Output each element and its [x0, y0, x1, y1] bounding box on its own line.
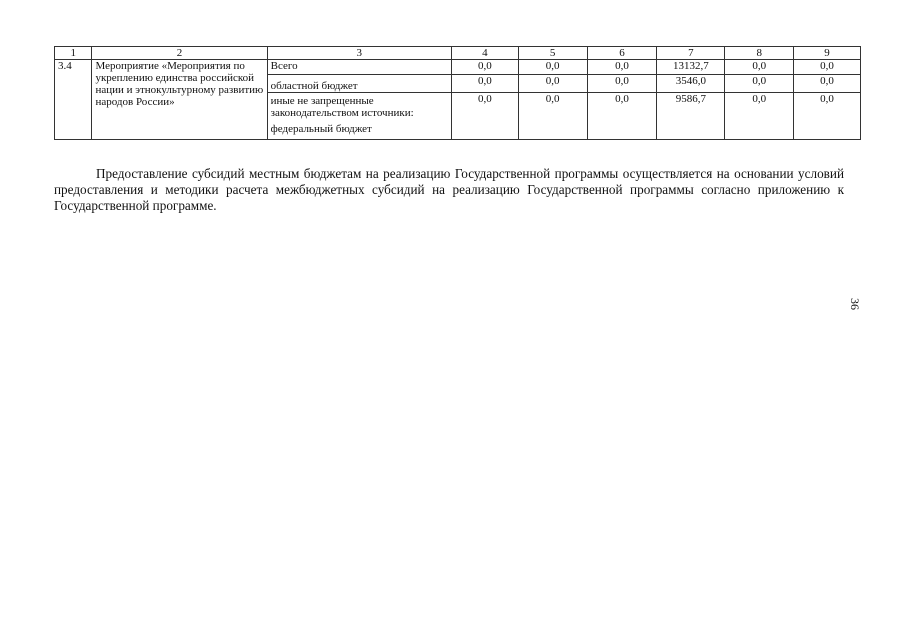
row-number-cell: 3.4: [55, 60, 92, 140]
value-cell: 0,0: [794, 60, 861, 75]
page-number: 36: [848, 298, 862, 310]
value-cell: 0,0: [725, 93, 794, 140]
table-header-row: [55, 47, 861, 60]
header-cell: 9: [794, 47, 861, 60]
funding-source-cell: [267, 93, 451, 140]
value-cell: 3546,0: [657, 75, 725, 93]
header-cell: 6: [587, 47, 657, 60]
value-cell: 0,0: [518, 75, 587, 93]
value-cell: 0,0: [725, 60, 794, 75]
value-cell: 0,0: [451, 93, 518, 140]
value-cell: 0,0: [518, 93, 587, 140]
header-cell: 2: [92, 47, 267, 60]
header-cell: 8: [725, 47, 794, 60]
header-cell: 7: [657, 47, 725, 60]
value-cell: 0,0: [794, 93, 861, 140]
value-cell: 0,0: [451, 60, 518, 75]
value-cell: 9586,7: [657, 93, 725, 140]
value-cell: 0,0: [587, 75, 657, 93]
value-cell: 0,0: [587, 60, 657, 75]
budget-table: [54, 46, 861, 140]
header-cell: 1: [55, 47, 92, 60]
body-paragraph: Предоставление субсидий местным бюджетам на реализацию Государственной программы осуществляется на основании условий предоставления и методики расчета межбюджетных субсидий на реализацию Государственной программы согласно приложению к Государственной программе.: [54, 166, 844, 213]
funding-source-cell: областной бюджет: [267, 75, 451, 93]
event-name-cell: Мероприятие «Мероприятия по укреплению единства российской нации и этнокультурному развитию народов России»: [92, 60, 267, 140]
value-cell: 0,0: [451, 75, 518, 93]
value-cell: 0,0: [587, 93, 657, 140]
value-cell: 0,0: [518, 60, 587, 75]
value-cell: 0,0: [725, 75, 794, 93]
funding-source-other: иные не запрещенные законодательством источники:: [270, 95, 414, 119]
value-cell: 13132,7: [657, 60, 725, 75]
header-cell: 5: [518, 47, 587, 60]
header-cell: 3: [267, 47, 451, 60]
table-row: [55, 60, 861, 75]
funding-source-cell: Всего: [267, 60, 451, 75]
funding-source-federal: федеральный бюджет: [270, 123, 372, 135]
header-cell: 4: [451, 47, 518, 60]
value-cell: 0,0: [794, 75, 861, 93]
